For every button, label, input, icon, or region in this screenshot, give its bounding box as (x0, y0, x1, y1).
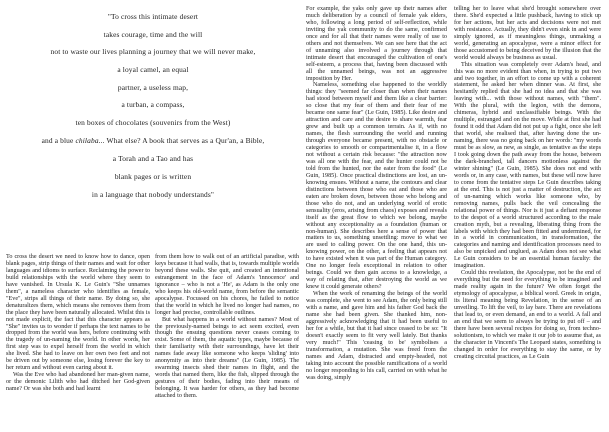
paragraph: But what happens in a world without names? Most of the previously-named beings to act seem excited, even though the ensuing questions never ceases coming to exist. Some of them, the aquatic types, maybe because of their familiarity with their surroundings, have let their names fade away like someone who keeps 'sliding' into anonymity as into their dreams" (Le Guin, 1985). The swarming insects shed their names in flight, and the words that named them, like the fish, slipped through the gestures of their bodies, fading into their means of belonging. It was harder for others, as they had become attached to them. (155, 316, 299, 400)
text-column-2 (155, 254, 299, 400)
paragraph: For example, the yaks only gave up their names after much deliberation by a council of female yak elders, who, following a long period of self-reflection, while inviting the yak community to do the same, confirmed once and for all that their names were really of use to others and not themselves. We can see here that the act of unnaming also involved a journey through that intimate desert that encouraged the cultivation of one's self-esteem, a process that, having been discussed with all the unnamed beings, was not an aggressive imposition by Her. (306, 6, 447, 82)
poem-line: and a blue chilaba... What else? A book that serves as a Qur'an, a Bible, (41, 136, 265, 145)
epigraph-poem (0, 0, 300, 250)
poem-line: a turban, a compass, (121, 100, 185, 109)
paragraph: Could this revelation, the Apocalypse, not be the end of everything but the need for everything to be imagined and made reality again in the future? We often forget the etymology of apocalypse, a biblical word. Greek in origin, its literal meaning being Revelation, in the sense of an unveiling. To lift the veil, to lay bare. There are revelations that lead to, or even demand, an end to a world. A fall and an end that we seem to always be trying to put off – and there have been several recipes for doing so, from techno-solutionism, to which we make it our job to assume that, as the character in Vincent's The Leopard states, something is changed in order for everything to stay the same, or by creating circuital practices, as Le Guin (454, 270, 601, 360)
poem-line: ten boxes of chocolates (souvenirs from the West) (75, 118, 231, 127)
poem-line: not to waste our lives planning a journey that we will never make, (50, 47, 256, 56)
poem-line: "To cross this intimate desert (107, 12, 199, 21)
poem-line: blank pages or is written (114, 172, 192, 181)
poem-line: partner, a useless map, (117, 83, 189, 92)
poem-line: a Torah and a Tao and has (112, 154, 194, 163)
poem-line: a loyal camel, an equal (117, 65, 189, 74)
paragraph: This situation was completely over Adam's head, and this was no more evident than when, in trying to put two and two together, in an effort to come up with a coherent statement, he asked her when dinner was. At first, she hesitantly replied that she had no idea and that she was leaving with... with those without names, with "them". With the plural, with the legion, with the demons, chimeras, hybrid and unclassifiable beings. With the multiple, estranged and on the move. While at first she had found it odd that Adam did not put up a fight, once she left that world, she realised that, after having done the un-naming, there was no going back on her words: "my words must be as slow, as new, as single, as tentative as the steps I took going down the path away from the house, between the dark-branched, tall dancers motionless against the winter shining" (Le Guin, 1985). She does not end with words or, in any case, with names, but these will now have to come from the tentative steps Le Guin describes taking at the end. This is not just a matter of destruction, the act of un-naming which works like someone who, by removing names, pulls back the veil concealing the relational power of things. Nor is it just a defiant response to the despot of a world structured according to the male creation myth, but a revealing, liberating thing from the labels with which they had been fitted and undermined, for in a world in communication, in transformation, the categories and naming and identification processes need to also be unpicked and unglued, as Adam does not see what Le Guin considers to be an essential human faculty: the imagination. (454, 61, 601, 270)
text-column-4 (454, 6, 601, 361)
text-column-1 (6, 254, 150, 393)
poem-line: takes courage, time and the will (103, 30, 203, 39)
paragraph: Nameless, something else happened to the worldly things: they "seemed far closer than when their names had stood between myself and them like a clear barrier: so close that my fear of them and their fear of me became one same fear" (Le Guin, 1985). Like desire and attraction and care and the desire to share warmth, fear grew and built up a common terrain. As if, with no names, the flesh surrounding the world and running through everyone became present, with no obstacle or categories to smooth or compartmentalise it, in a flow not without a certain risk because: "the attraction now was all one with the fear, and the hunter could not be told from the hunted, nor the eater from the food" (Le Guin, 1985). Once practical distinctions are lost, an un-knowing ensues. Without a name, the contours and clear distinctions between those who eat and those who are eaten are broken down, between those who belong and those who do not, and an underlying world of erotic sensuality (eros, arising from chaos) exposes and reveals itself as the great flow to which we belong, maybe without any exceptionality as a foundation (human or non-human). She describes here a sense of power that matters to us, something unsettling: move to what we are used to calling power. On the one hand, this un-knowing power, on the other, a feeling that appears not to have existed when it was part of the Human category. One no longer feels exceptional in relation to other beings. Could we then gain access to a knowledge, a way of relating that, after destroying the world as we knew it could generate others? (306, 82, 447, 291)
paragraph: When the work of renaming the beings of the world was complete, she went to see Adam, the only being still with a name, and gave him and his father God back the name she had been given. She thanked him, non-aggressively acknowledging that it had been useful to her for a while, but that it had since ceased to be so: "It doesn't exactly seem to fit very well lately. But thanks very much!" This 'ceasing to be' symbolises a transformation, a mutation. She was freed from the names and Adam, distracted and empty-headed, not taking into account the possible ramifications of a world no longer responding to his call, carried on with what he was doing, simply (306, 291, 447, 381)
paragraph: telling her to leave what she'd brought somewhere over there. She'd expected a little pushback, having to stick up for her actions, but her acts and decisions were not met with resistance. Actually, they didn't even sink in and were simply ignored, as if meaningless things, unmaking a world, generating an apocalypse, were a minor effect for those accustomed to being deceived by the illusion that the world would always be business as usual. (454, 6, 601, 61)
paragraph: To cross the desert we need to know how to dance, open blank pages, strip things of their names and wait for other languages and idioms to surface. Reclaiming the power to build relationships with the world where they seem to have vanished. In Ursula K. Le Guin's "She unnames them", a nameless character who identifies as female, "Eve", strips all things of their name. By doing so, she denaturalizes them, which means she removes them from the place they have been naturally allocated. Whilst this is not made explicit, the fact that this character appears as "She" invites us to wonder if perhaps the text names to be dropped from the world was hers, before continuing with the tragedy of un-naming the world. In other words, her first step was to expel herself from the world in which she lived. She had to leave on her own two feet and not be driven out by someone else, losing forever the key to her return and without even caring about it. (6, 254, 150, 372)
paragraph: from them how to walk out of an artificial paradise, with keys because it had walls, that is, towards multiple worlds beyond these walls. She quit, and created an intentional estrangement in the face of Adam's 'innocence' and ignorance – who is not a 'He', as Adam is the only one who keeps his old-world name, from before the semantic apocalypse. Focussed on his chores, he failed to notice that the world in which he lived no longer had names, no longer had precise, controllable outlines. (155, 254, 299, 316)
paragraph: Was the Eve who had abandoned her man-given name, or the demonic Lilith who had ditched her God-given name? Or was she both and had learnt (6, 372, 150, 393)
poem-line: in a language that nobody understands" (91, 190, 215, 199)
text-column-3 (306, 6, 447, 381)
